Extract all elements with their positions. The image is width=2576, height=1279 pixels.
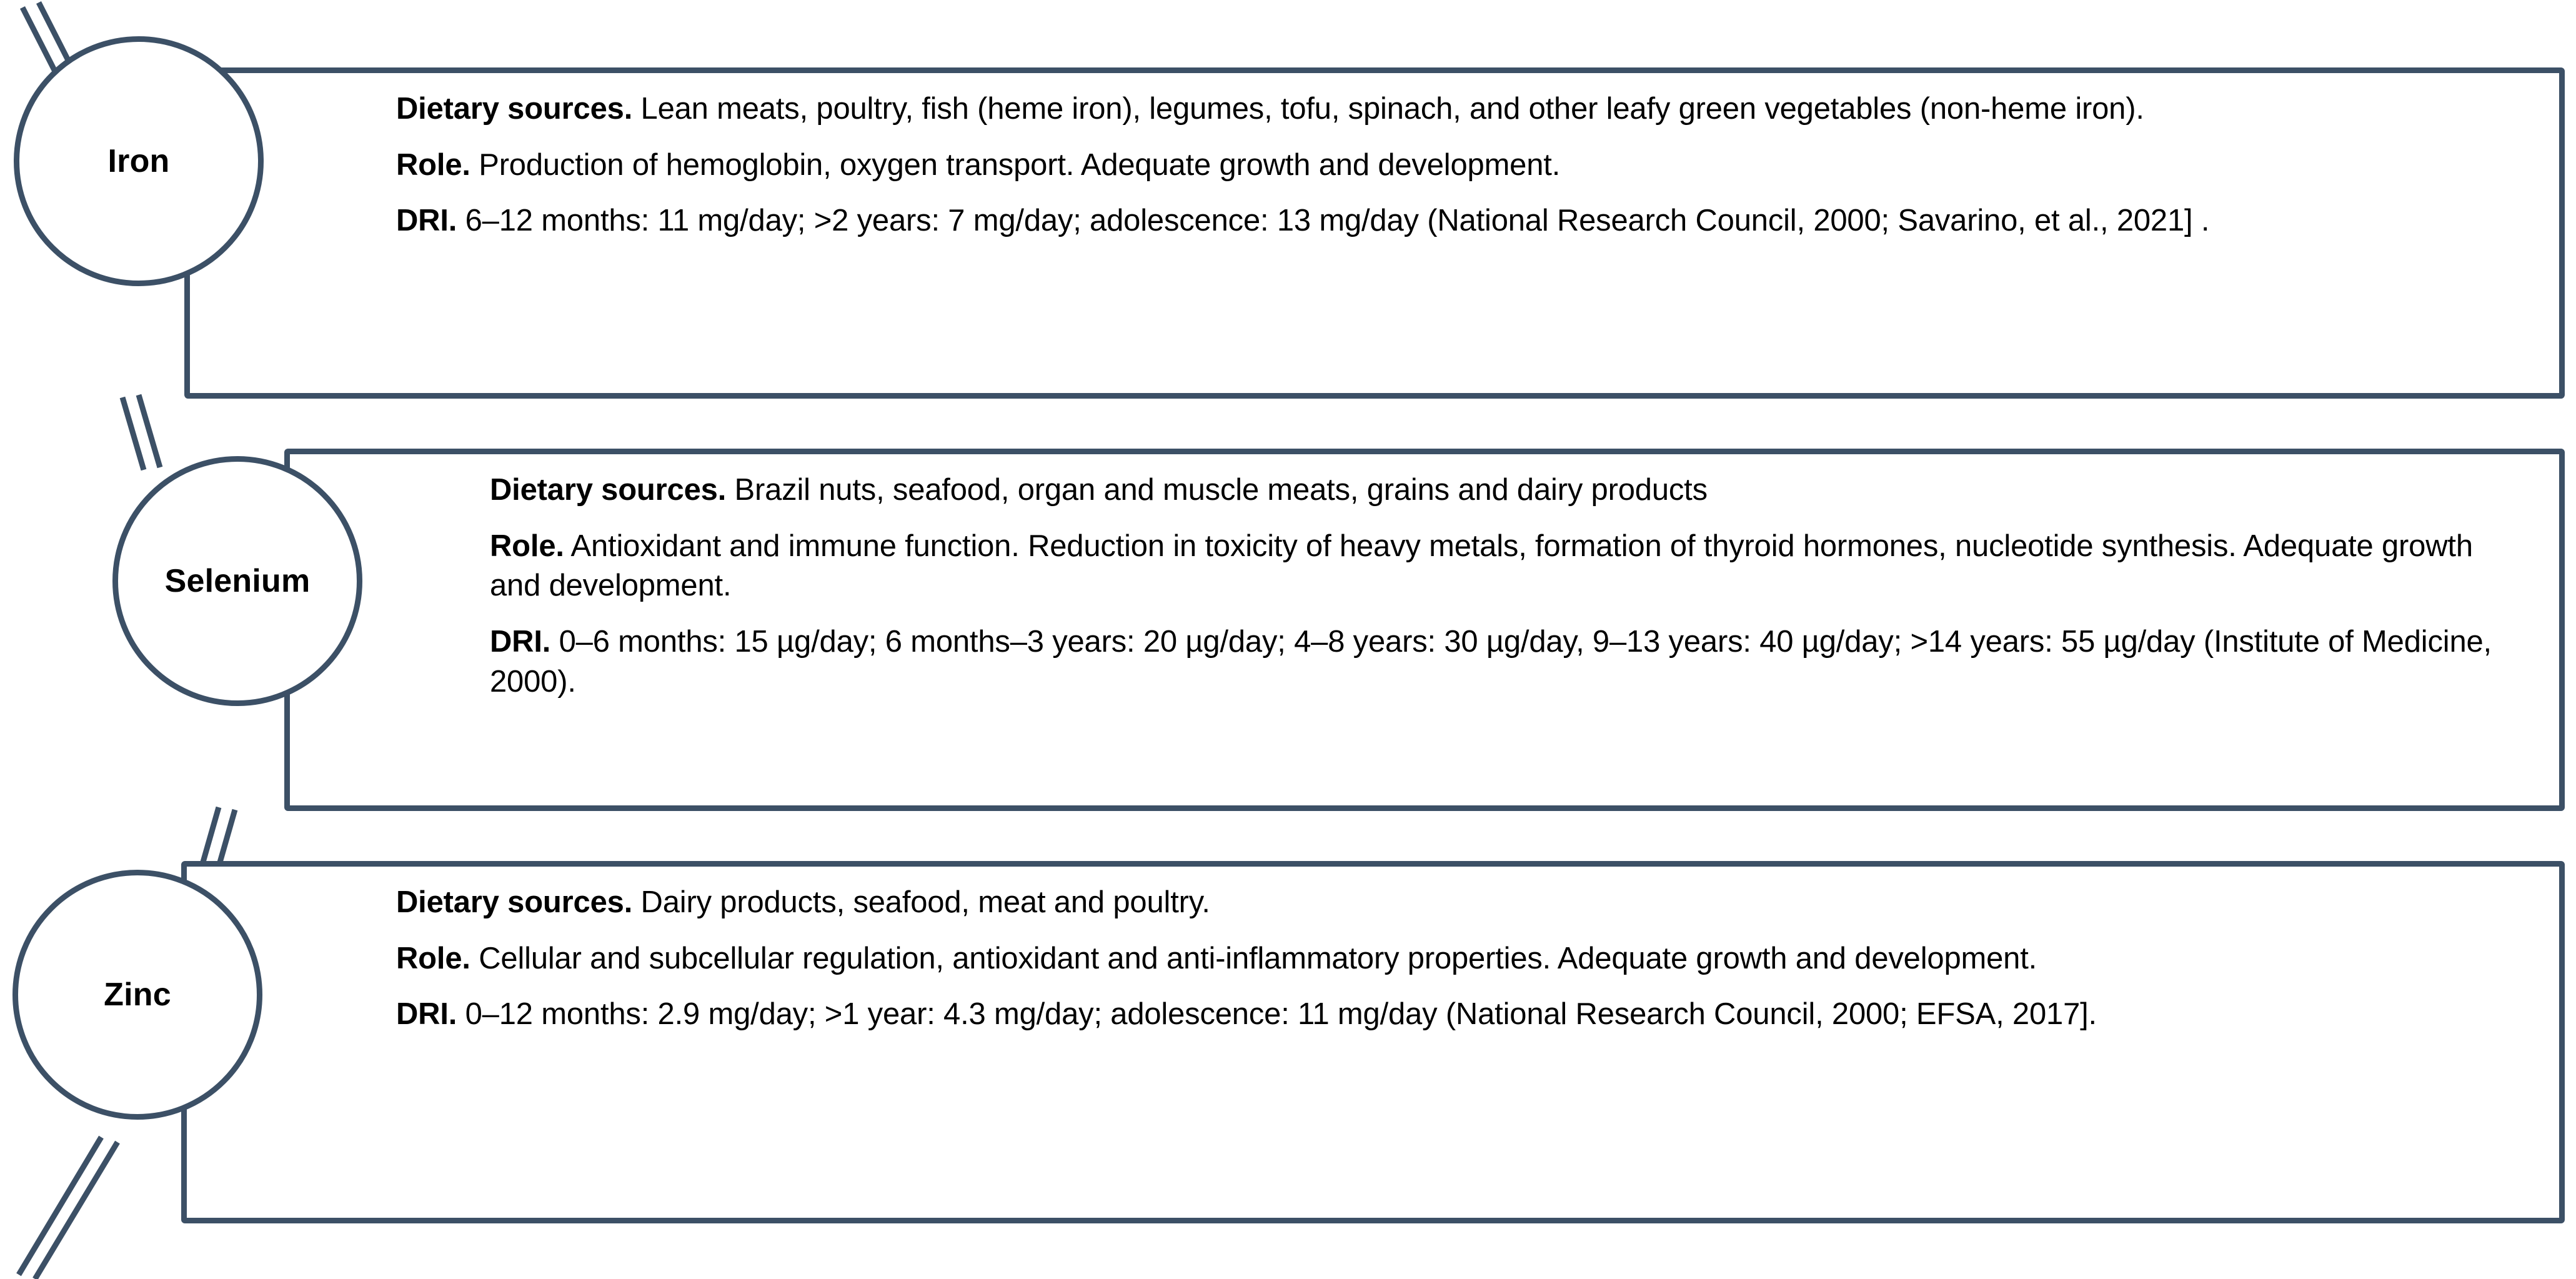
node-label-iron: Iron	[107, 143, 170, 179]
iron-dri-label: DRI.	[396, 204, 457, 238]
selenium-dietary-sources	[490, 470, 2532, 510]
zinc-dietary-sources-label: Dietary sources.	[396, 885, 633, 919]
zinc-dietary-sources-text: Dairy products, seafood, meat and poultry.	[632, 885, 1210, 919]
selenium-role	[490, 527, 2532, 606]
iron-dri-text: 6–12 months: 11 mg/day; >2 years: 7 mg/day; adolescence: 13 mg/day (National Research Council, 2000; Savarino, et al., 2021] .	[457, 204, 2210, 238]
connector-iron-selenium-a	[122, 397, 144, 470]
selenium-role-label: Role.	[490, 529, 564, 563]
panel-zinc	[181, 861, 2565, 1223]
zinc-dietary-sources	[396, 883, 2532, 923]
iron-dietary-sources-text: Lean meats, poultry, fish (heme iron), legumes, tofu, spinach, and other leafy green vegetables (non-heme iron).	[632, 92, 2144, 126]
iron-role	[396, 146, 2532, 186]
selenium-role-text: Antioxidant and immune function. Reduction in toxicity of heavy metals, formation of thyroid hormones, nucleotide synthesis. Adequate growth and development.	[490, 529, 2473, 603]
node-circle-zinc	[12, 870, 262, 1120]
selenium-dietary-sources-text: Brazil nuts, seafood, organ and muscle meats, grains and dairy products	[726, 473, 1708, 507]
panel-zinc-content	[187, 867, 2559, 1051]
selenium-dri	[490, 622, 2532, 702]
zinc-role-label: Role.	[396, 941, 470, 975]
selenium-dri-text: 0–6 months: 15 µg/day; 6 months–3 years: 20 µg/day; 4–8 years: 30 µg/day, 9–13 years: 40 µg/day; >14 years: 55 µg/day (Institute of Medicine, 2000).	[490, 625, 2492, 699]
connector-iron-selenium-b	[139, 395, 160, 467]
panel-selenium-content	[290, 454, 2559, 718]
iron-dietary-sources-label: Dietary sources.	[396, 92, 633, 126]
iron-dri	[396, 201, 2532, 241]
panel-iron-content	[190, 73, 2559, 257]
connector-bottom-out-b	[35, 1142, 117, 1279]
zinc-dri-label: DRI.	[396, 997, 457, 1032]
node-circle-selenium	[112, 456, 362, 706]
node-label-zinc: Zinc	[104, 977, 171, 1013]
zinc-dri-text: 0–12 months: 2.9 mg/day; >1 year: 4.3 mg/day; adolescence: 11 mg/day (National Research Council, 2000; EFSA, 2017].	[457, 997, 2097, 1032]
zinc-role	[396, 939, 2532, 979]
panel-iron	[184, 67, 2565, 399]
iron-role-label: Role.	[396, 147, 470, 182]
iron-dietary-sources	[396, 89, 2532, 129]
panel-selenium	[284, 449, 2565, 811]
zinc-role-text: Cellular and subcellular regulation, antioxidant and anti-inflammatory properties. Adequate growth and development.	[470, 941, 2037, 975]
zinc-dri	[396, 995, 2532, 1035]
node-label-selenium: Selenium	[164, 563, 311, 599]
connector-bottom-out-a	[19, 1137, 101, 1275]
node-circle-iron	[14, 36, 264, 286]
iron-role-text: Production of hemoglobin, oxygen transport. Adequate growth and development.	[470, 147, 1561, 182]
selenium-dietary-sources-label: Dietary sources.	[490, 473, 727, 507]
selenium-dri-label: DRI.	[490, 625, 551, 659]
